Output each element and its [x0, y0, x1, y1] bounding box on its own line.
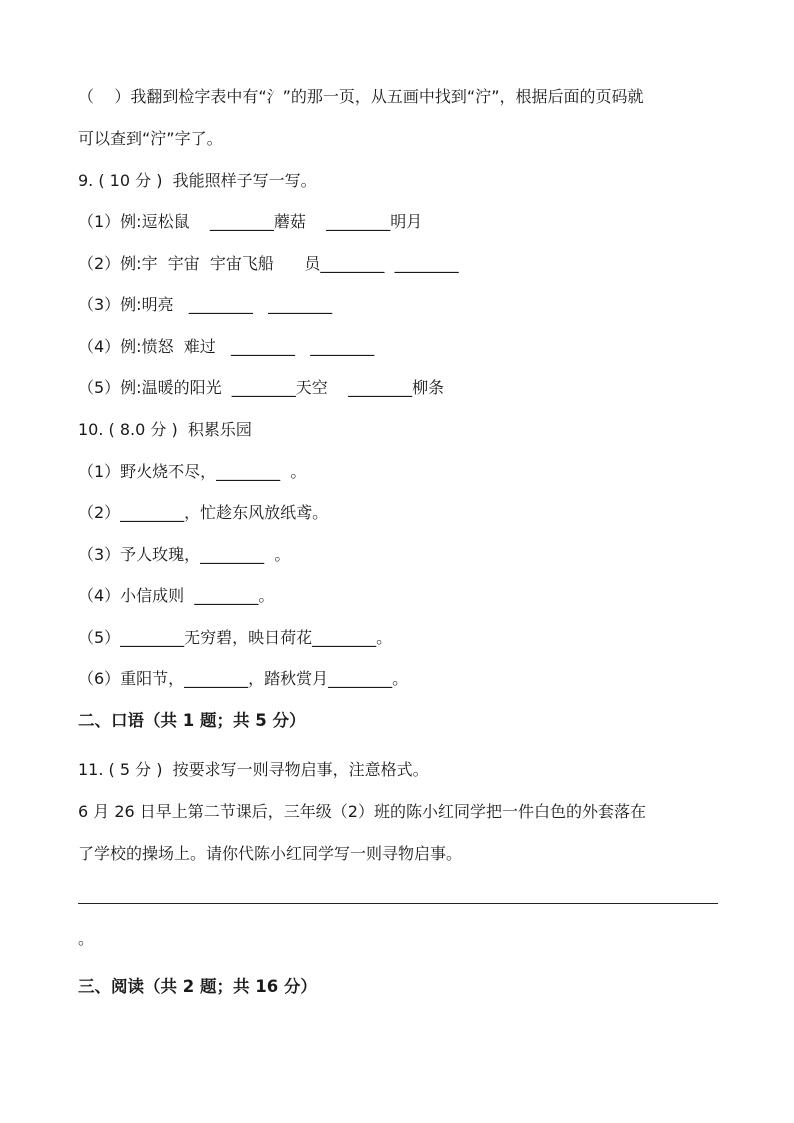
question-9-title: 9. ( 10 分 ) 我能照样子写一写。	[78, 171, 317, 190]
question-11-text-line-2: 了学校的操场上。请你代陈小红同学写一则寻物启事。	[78, 844, 463, 863]
question-11-title: 11. ( 5 分 ) 按要求写一则寻物启事，注意格式。	[78, 760, 429, 779]
question-9-item-2: （2）例:宇 宇宙 宇宙飞船 员________ ________	[78, 254, 459, 273]
answer-end-mark: 。	[78, 929, 95, 948]
question-10-item-1: （1）野火烧不尽，________ 。	[78, 462, 307, 481]
question-9-item-5: （5）例:温暖的阳光 ________天空 ________柳条	[78, 378, 445, 397]
question-10-item-4: （4）小信成则 ________。	[78, 586, 275, 605]
question-9-item-4: （4）例:愤怒 难过 ________ ________	[78, 337, 375, 356]
question-11-text-line-1: 6 月 26 日早上第二节课后，三年级（2）班的陈小红同学把一件白色的外套落在	[78, 802, 646, 821]
question-10-item-3: （3）予人玫瑰，________ 。	[78, 545, 291, 564]
section-3-heading: 三、阅读（共 2 题；共 16 分）	[78, 977, 317, 996]
question-10-item-6: （6）重阳节，________，踏秋赏月________。	[78, 669, 409, 688]
question-9-item-1: （1）例:逗松鼠 ________蘑菇 ________明月	[78, 212, 423, 231]
question-8-text-line-2: 可以查到“泞”字了。	[78, 129, 223, 148]
answer-line	[78, 903, 718, 904]
question-10-item-2: （2）________，忙趁东风放纸鸢。	[78, 503, 329, 522]
question-8-text-line-1: （ ）我翻到检字表中有“氵”的那一页，从五画中找到“泞”，根据后面的页码就	[78, 87, 644, 106]
question-9-item-3: （3）例:明亮 ________ ________	[78, 295, 333, 314]
section-2-heading: 二、口语（共 1 题；共 5 分）	[78, 711, 306, 730]
question-10-title: 10. ( 8.0 分 ) 积累乐园	[78, 420, 252, 439]
question-10-item-5: （5）________无穷碧，映日荷花________。	[78, 628, 393, 647]
